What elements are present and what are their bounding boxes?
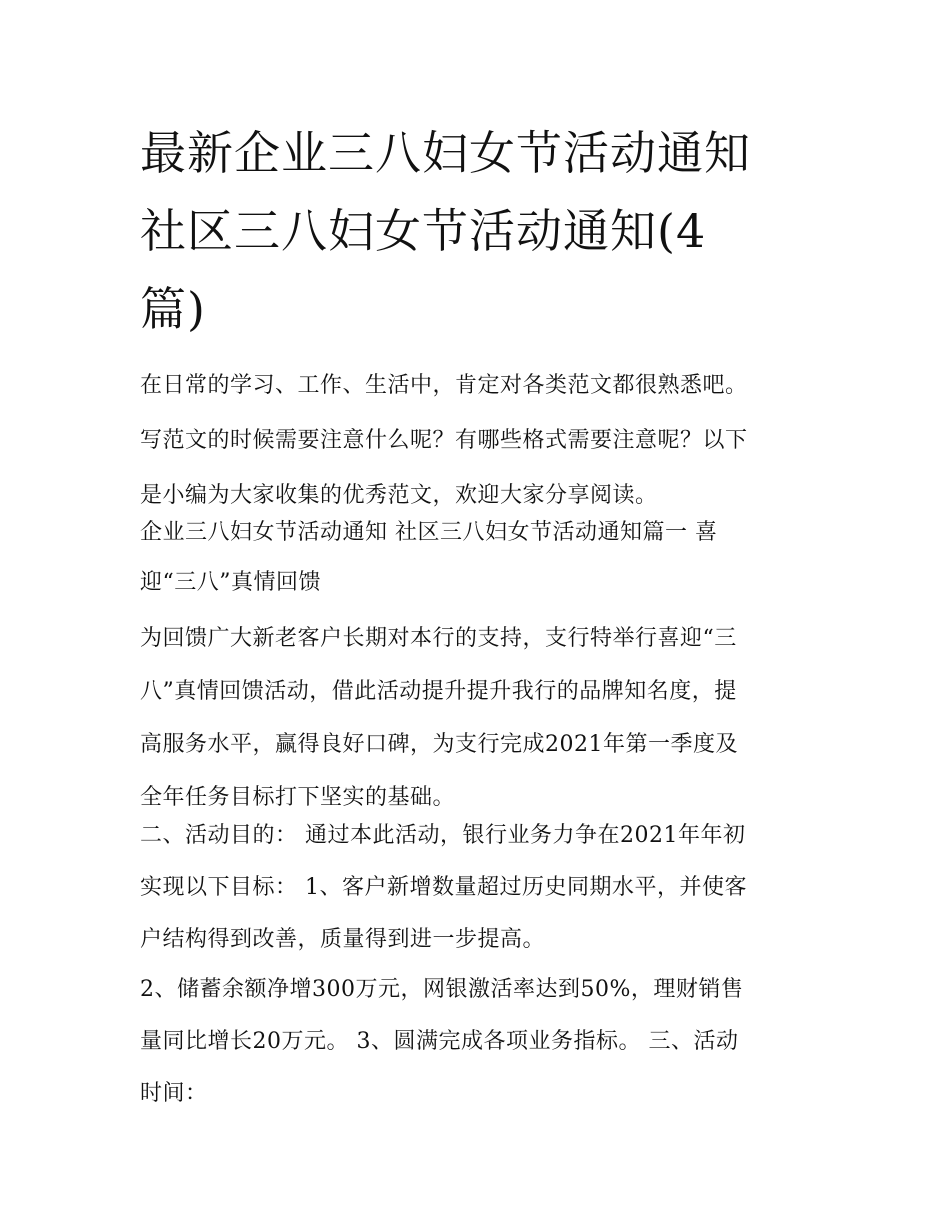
- text-line: 写范文的时候需要注意什么呢？有哪些格式需要注意呢？以下: [140, 428, 748, 453]
- title-line: 社区三八妇女节活动通知(4: [140, 204, 707, 258]
- document-title: [140, 114, 820, 348]
- targets-paragraph: [140, 964, 820, 1120]
- text-line: 高服务水平，赢得良好口碑，为支行完成2021年第一季度及: [140, 732, 738, 757]
- text-line: 时间：: [140, 1081, 208, 1106]
- goals-paragraph: [140, 810, 820, 966]
- text-line: 2、储蓄余额净增300万元，网银激活率达到50%，理财销售: [140, 977, 744, 1002]
- intro-paragraph: [140, 358, 820, 523]
- title-line: 篇): [140, 282, 206, 336]
- text-line: 户结构得到改善，质量得到进一步提高。: [140, 927, 546, 952]
- section-heading: [140, 508, 820, 608]
- text-line: 全年任务目标打下坚实的基础。: [140, 785, 456, 810]
- purpose-paragraph: [140, 612, 820, 824]
- text-line: 八”真情回馈活动，借此活动提升提升我行的品牌知名度，提: [140, 679, 737, 704]
- text-line: 量同比增长20万元。 3、圆满完成各项业务指标。 三、活动: [140, 1029, 739, 1054]
- text-line: 迎“三八”真情回馈: [140, 570, 321, 595]
- text-line: 企业三八妇女节活动通知 社区三八妇女节活动通知篇一 喜: [140, 520, 718, 545]
- text-line: 实现以下目标： 1、客户新增数量超过历史同期水平，并使客: [140, 875, 747, 900]
- text-line: 是小编为大家收集的优秀范文，欢迎大家分享阅读。: [140, 483, 658, 508]
- title-line: 最新企业三八妇女节活动通知: [140, 126, 751, 180]
- text-line: 二、活动目的： 通过本此活动，银行业务力争在2021年年初: [140, 823, 746, 848]
- text-line: 在日常的学习、工作、生活中，肯定对各类范文都很熟悉吧。: [140, 373, 748, 398]
- text-line: 为回馈广大新老客户长期对本行的支持，支行特举行喜迎“三: [140, 626, 737, 651]
